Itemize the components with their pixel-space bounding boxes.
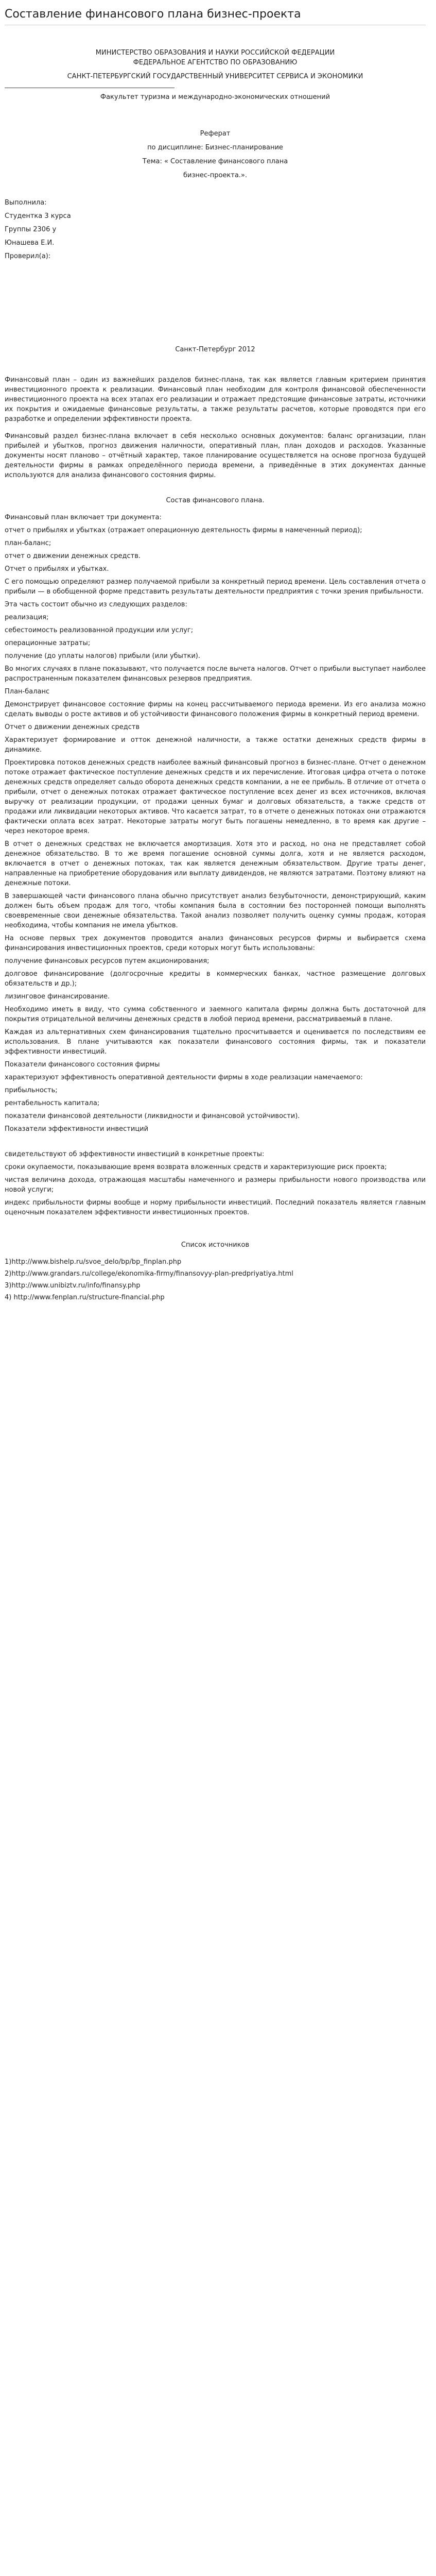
section-line: операционные затраты; [5, 639, 91, 647]
section-line: прибыльность; [5, 1087, 58, 1094]
section-line: Во многих случаях в плане показывают, что получается после вычета налогов. Отчет о прибыли выступает наиболее распространенным показателем финансовых резервов предприятия. [5, 665, 426, 683]
section-line: Каждая из альтернативных схем финансирования тщательно просчитывается и оценивается по последствиям ее использования. В плане учитываются как показатели финансового состояния фирмы, так и показатели эффективности инвестиций. [5, 1028, 426, 1056]
author-block [5, 198, 426, 261]
student-line: Студентка 3 курса [5, 212, 71, 220]
section-line: реализация; [5, 614, 49, 621]
source-link[interactable]: 3)http://www.unibiztv.ru/info/finansy.php [5, 1282, 141, 1290]
section-line: рентабельность капитала; [5, 1099, 100, 1107]
section-line: себестоимость реализованной продукции или услуг; [5, 626, 194, 634]
section-line: характеризуют эффективность оперативной деятельности фирмы в ходе реализации намечаемого: [5, 1074, 363, 1081]
checked-label: Проверил(а): [5, 252, 51, 260]
topic-line-1: Тема: « Составление финансового плана [142, 158, 288, 165]
discipline-line: по дисциплине: Бизнес-планирование [147, 144, 283, 151]
section-line: долговое финансирование (долгосрочные кредиты в коммерческих банках, частное размещение долговых обязательств и др.); [5, 970, 426, 988]
section-line: В отчет о денежных средствах не включается амортизация. Хотя это и расход, но она не представляет собой денежное обязательство. В то же время погашение основной суммы долга, хотя и не является расходом, включается в отчет о денежных потоках, так как является денежным обязательством. Другие траты денег, направленные на приобретение оборудования или выплату дивидендов, не являются затратами. Поэтому влияют на денежные потоки. [5, 840, 426, 887]
section-line: Эта часть состоит обычно из следующих разделов: [5, 601, 187, 608]
section-line: Необходимо иметь в виду, что сумма собственного и заемного капитала фирмы должна быть достаточной для покрытия отрицательной величины денежных средств в любой период времени, рассматриваемый в плане. [5, 1006, 426, 1023]
section-body [5, 513, 426, 1217]
referat-block [5, 129, 426, 180]
source-link[interactable]: 1)http://www.bishelp.ru/svoe_delo/bp/bp_finplan.php [5, 1258, 182, 1266]
section-line: В завершающей части финансового плана обычно присутствует анализ безубыточности, демонстрирующий, каким должен быть объем продаж для того, чтобы компания была в состоянии без посторонней помощи выполнять своевременные свои денежные обязательства. Такой анализ позволяет получить оценку суммы продаж, которая необходима, чтобы компания не имела убытков. [5, 892, 426, 929]
section-line: индекс прибыльности фирмы вообще и норму прибыльности инвестиций. Последний показатель является главным оценочным показателем эффективности инвестиционных проектов. [5, 1199, 426, 1216]
section-title: Состав финансового плана. [166, 497, 265, 504]
section-line: План-баланс [5, 688, 50, 696]
section-line: С его помощью определяют размер получаемой прибыли за конкретный период времени. Цель составления отчета о прибыли — в обобщенной форме представить результаты деятельности предприятия с точки зрения прибыльности. [5, 578, 426, 596]
referat-label: Реферат [200, 130, 231, 138]
section-line: Показатели финансового состояния фирмы [5, 1061, 160, 1069]
section-line: сроки окупаемости, показывающие время возврата вложенных средств и характеризующие риск проекта; [5, 1163, 387, 1171]
section-line: показатели финансовой деятельности (ликвидности и финансовой устойчивости). [5, 1112, 300, 1120]
section-line: отчет о движении денежных средств. [5, 552, 141, 560]
section-line: Отчет о движении денежных средств [5, 723, 140, 731]
section-line: Финансовый план включает три документа: [5, 514, 162, 521]
performed-label: Выполнила: [5, 199, 47, 207]
source-link[interactable]: 4) http://www.fenplan.ru/structure-financial.php [5, 1294, 165, 1301]
author-name: Юнашева Е.И. [5, 239, 55, 247]
university-line: САНКТ-ПЕТЕРБУРГСКИЙ ГОСУДАРСТВЕННЫЙ УНИВЕРСИТЕТ СЕРВИСА И ЭКОНОМИКИ [67, 73, 363, 80]
section-line: Проектировка потоков денежных средств наиболее важный финансовый прогноз в бизнес-плане. Отчет о денежном потоке отражает фактическое поступление денежных средств и их перечисление. Итоговая цифра отчета о потоке денежных средств определяет сальдо оборота денежных средств компании, а не ее прибыль. В отличие от отчета о прибыли, отчет о денежных потоках отражает фактическое поступление всех денег из всех источников, включая выручку от реализации продукции, от продажи ценных бумаг и долговых обязательств, а также средств от продажи или ликвидации некоторых активов. Что касается затрат, то в отчете о денежных потоках они отражаются фактически оплата всех затрат. Некоторые затраты могут быть погашены немедленно, в то время как другие – через некоторое время. [5, 759, 426, 835]
title-page-header [5, 48, 426, 102]
page-title: Составление финансового плана бизнес-проекта [5, 7, 426, 25]
sources-title: Список источников [181, 1241, 250, 1249]
intro-paragraph: Финансовый раздел бизнес-плана включает в себя несколько основных документов: баланс организации, план прибылей и убытков, прогноз движения наличности, оперативный план, план доходов и расходов. Указанные документы носят плановo – отчётный характер, такое планирование осуществляется на основе прогноза будущей деятельности фирмы в рамках определённого периода времени, а приведённые в этих документах данные используются для анализа финансового состояния фирмы. [5, 432, 426, 479]
section-line: Характеризует формирование и отток денежной наличности, а также остатки денежных средств фирмы в динамике. [5, 736, 426, 754]
section-line: На основе первых трех документов проводится анализ финансовых ресурсов фирмы и выбирается схема финансирования инвестиционных проектов, среди которых могут быть использованы: [5, 935, 426, 952]
section-line: чистая величина дохода, отражающая масштабы намеченного и размеры прибыльности нового производства или новой услуги; [5, 1176, 426, 1194]
section-line: Отчет о прибылях и убытках. [5, 565, 109, 573]
topic-line-2: бизнес-проекта.». [183, 172, 248, 179]
section-line: свидетельствуют об эффективности инвестиций в конкретные проекты: [5, 1150, 265, 1158]
ministry-line: МИНИСТЕРСТВО ОБРАЗОВАНИЯ И НАУКИ РОССИЙСКОЙ ФЕДЕРАЦИИ [95, 49, 335, 57]
source-link[interactable]: 2)http://www.grandars.ru/college/ekonomika-firmy/finansovyy-plan-predpriyatiya.html [5, 1270, 293, 1278]
intro-paragraph: Финансовый план – один из важнейших разделов бизнес-плана, так как является главным критерием принятия инвестиционного проекта к реализации. Финансовый план необходим для контроля финансовой обеспеченности инвестиционного проекта на всех этапах его реализации и отражает предстоящие финансовые затраты, источники их покрытия и ожидаемые финансовые результаты, а также результаты расчетов, которые проводятся при его разработке и определении эффективности проекта. [5, 376, 426, 423]
section-line: получение (до уплаты налогов) прибыли (или убытки). [5, 652, 201, 660]
section-line: отчет о прибылях и убытках (отражает операционную деятельность фирмы в намеченный период); [5, 527, 362, 534]
section-line: лизинговое финансирование. [5, 993, 110, 1001]
section-line: план-баланс; [5, 539, 51, 547]
section-line: Демонстрирует финансовое состояние фирмы на конец рассчитываемого периода времени. Из его анализа можно сделать выводы о росте активов и об устойчивости финансового положения фирмы в конкретный период времени. [5, 701, 426, 718]
city-year: Санкт-Петербург 2012 [175, 346, 255, 353]
section-line: Показатели эффективности инвестиций [5, 1125, 149, 1133]
agency-line: ФЕДЕРАЛЬНОЕ АГЕНТСТВО ПО ОБРАЗОВАНИЮ [133, 59, 298, 66]
faculty-line: Факультет туризма и международно-экономических отношений [100, 93, 330, 101]
group-line: Группы 2306 у [5, 226, 57, 233]
section-line: получение финансовых ресурсов путем акционирования; [5, 957, 210, 965]
sources-list [5, 1257, 426, 1302]
